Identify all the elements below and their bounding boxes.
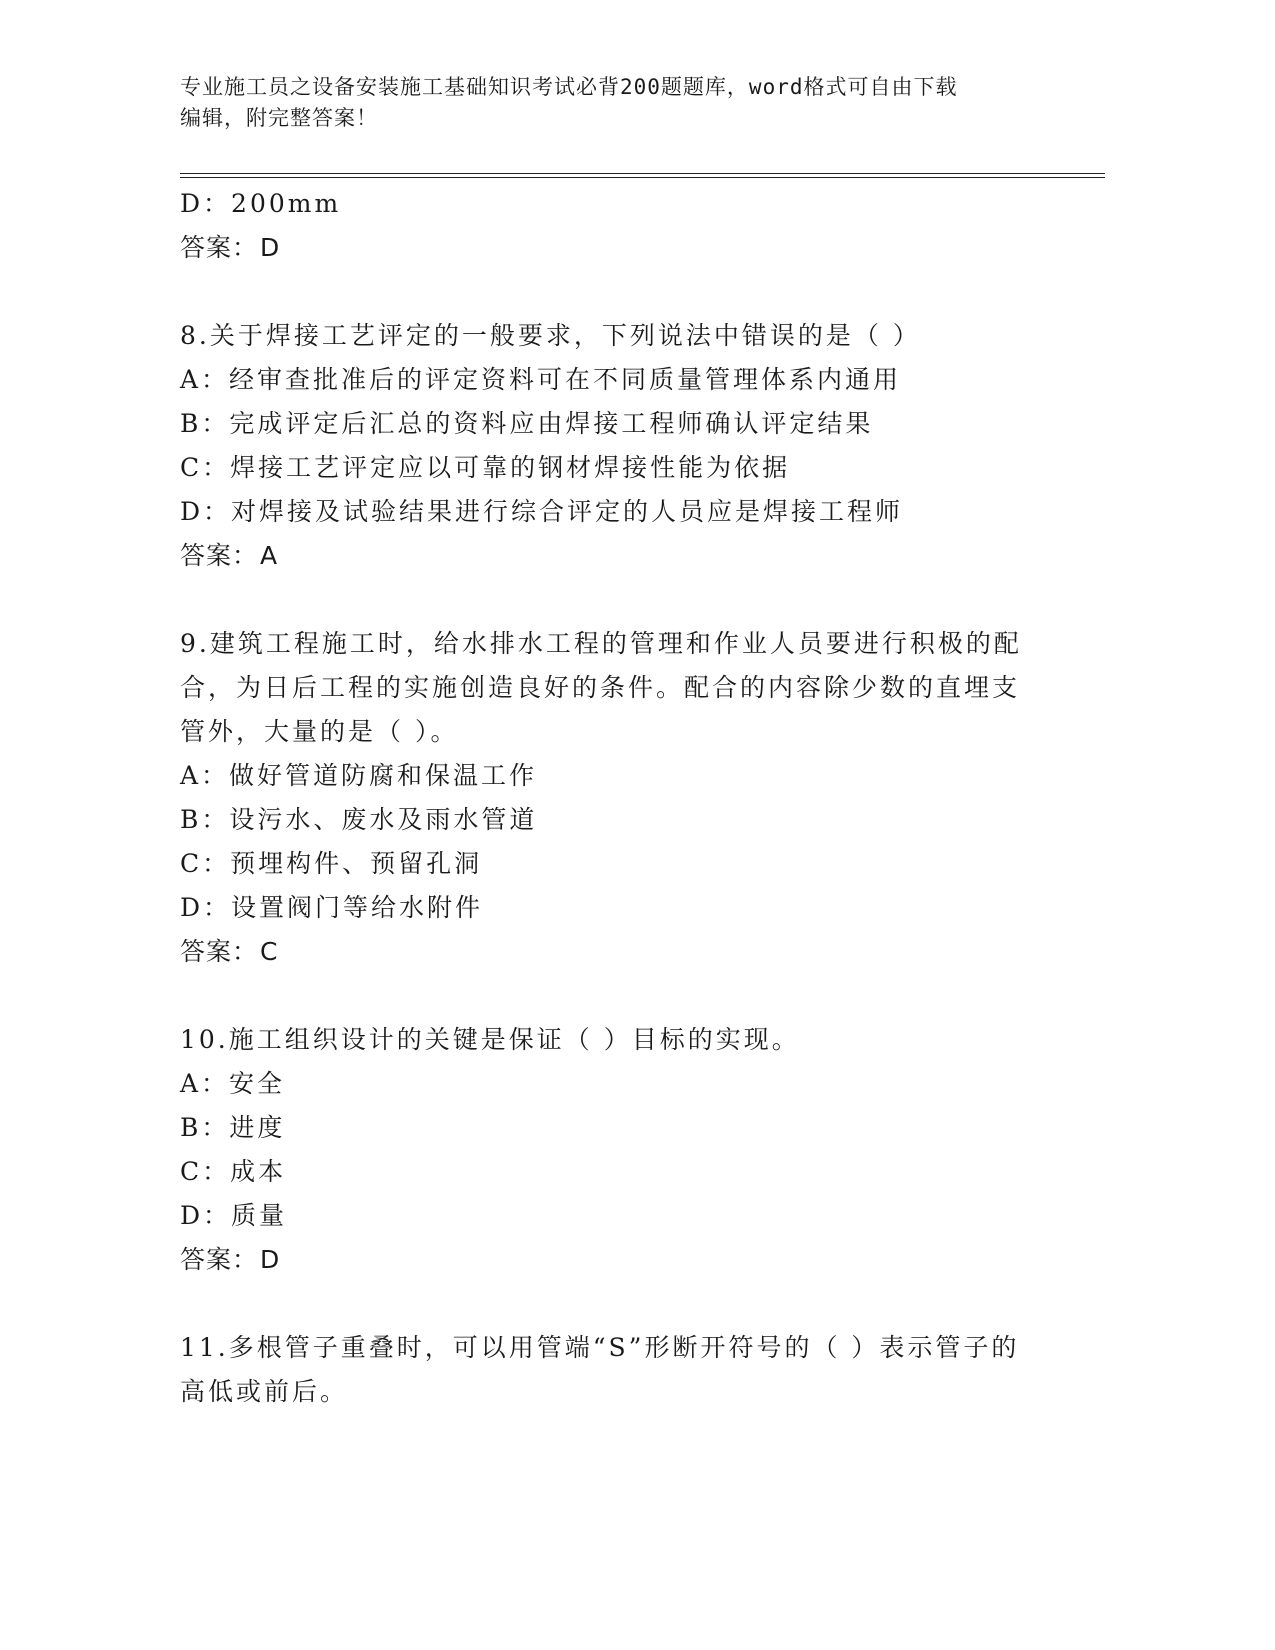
answer-label: 答案：: [180, 1245, 259, 1274]
answer-value: C: [260, 937, 279, 966]
question-10-stem: 10.施工组织设计的关键是保证（ ）目标的实现。: [180, 1025, 800, 1054]
question-9-option-c: C：预埋构件、预留孔洞: [180, 849, 483, 878]
question-content: [180, 182, 1050, 1414]
question-10-option-c: C：成本: [180, 1157, 287, 1186]
question-9-stem-line-1: 9.建筑工程施工时，给水排水工程的管理和作业人员要进行积极的配: [180, 629, 1022, 658]
question-8-option-b: B：完成评定后汇总的资料应由焊接工程师确认评定结果: [180, 409, 874, 438]
question-9-option-a: A：做好管道防腐和保温工作: [180, 761, 538, 790]
question-11-stem-line-2: 高低或前后。: [180, 1377, 349, 1406]
spacer: [180, 270, 1050, 314]
question-9-stem-line-3: 管外，大量的是（ ）。: [180, 717, 459, 746]
question-10-option-b: B：进度: [180, 1113, 286, 1142]
question-8-option-c: C：焊接工艺评定应以可靠的钢材焊接性能为依据: [180, 453, 791, 482]
question-9-answer: [180, 930, 1050, 974]
question-8-answer: [180, 534, 1050, 578]
question-10-answer: [180, 1238, 1050, 1282]
spacer: [180, 578, 1050, 622]
answer-value: D: [260, 1245, 281, 1274]
question-11-stem-line-1: 11.多根管子重叠时，可以用管端“S”形断开符号的（ ）表示管子的: [180, 1333, 1020, 1362]
header-divider-bottom: [180, 177, 1105, 178]
prev-answer: [180, 226, 1050, 270]
spacer: [180, 974, 1050, 1018]
spacer: [180, 1282, 1050, 1326]
answer-label: 答案：: [180, 233, 259, 262]
header-divider-top: [180, 173, 1105, 174]
question-8-stem: 8.关于焊接工艺评定的一般要求，下列说法中错误的是（ ）: [180, 321, 921, 350]
answer-value: D: [260, 233, 281, 262]
document-header: [180, 72, 1060, 134]
prev-option-d: D：200mm: [180, 189, 342, 218]
question-8-option-a: A：经审查批准后的评定资料可在不同质量管理体系内通用: [180, 365, 902, 394]
answer-label: 答案：: [180, 541, 259, 570]
question-9-option-d: D：设置阀门等给水附件: [180, 893, 484, 922]
header-title-line-1: 专业施工员之设备安装施工基础知识考试必背200题题库，word格式可自由下载: [180, 75, 958, 99]
answer-label: 答案：: [180, 937, 259, 966]
header-title-line-2: 编辑，附完整答案！: [180, 106, 378, 130]
question-9-stem-line-2: 合，为日后工程的实施创造良好的条件。配合的内容除少数的直埋支: [180, 673, 1021, 702]
question-10-option-a: A：安全: [180, 1069, 286, 1098]
question-10-option-d: D：质量: [180, 1201, 288, 1230]
question-8-option-d: D：对焊接及试验结果进行综合评定的人员应是焊接工程师: [180, 497, 904, 526]
question-9-option-b: B：设污水、废水及雨水管道: [180, 805, 538, 834]
answer-value: A: [260, 541, 279, 570]
